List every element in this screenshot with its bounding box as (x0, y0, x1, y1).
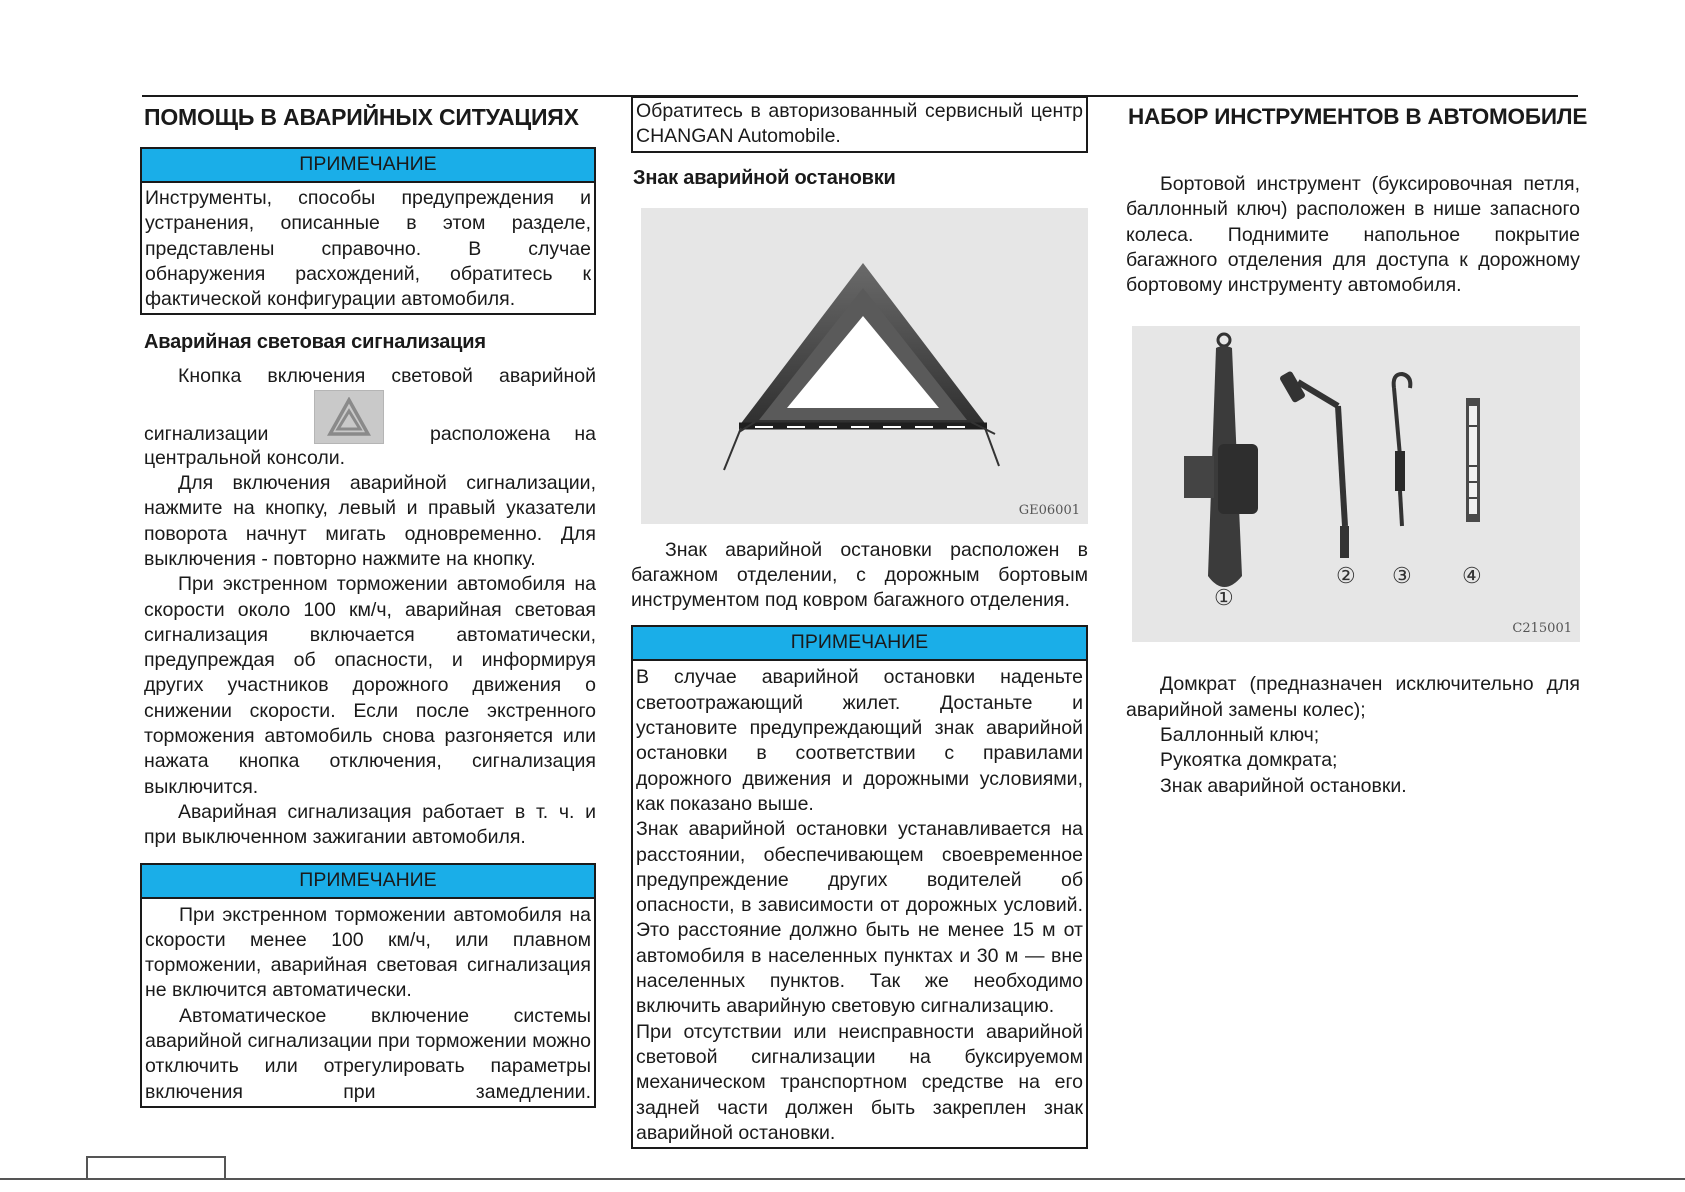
hazard-paragraph-1 (144, 364, 596, 850)
warning-triangle-figure (641, 208, 1088, 524)
note-text: В случае аварийной остановки наденьте светоотражающий жилет. Достаньте и установите предупреждающий знак аварийной остановки в соответствии с правилами дорожного движения и дорожными условиями, как показано выше. (636, 666, 1083, 815)
service-center-box (631, 96, 1088, 153)
warning-triangle-title: Знак аварийной остановки (633, 166, 896, 189)
paragraph: Знак аварийной остановки расположен в багажном отделении, с дорожным бортовым инструментом под ковром багажного отделения. (631, 538, 1088, 612)
note-text: Инструменты, способы предупреждения и устранения, описанные в этом разделе, представлены справочно. В случае обнаружения расхождений, обратитесь к фактической конфигурации автомобиля. (145, 187, 591, 311)
note-header: ПРИМЕЧАНИЕ (633, 627, 1086, 661)
toolkit-list (1126, 672, 1580, 798)
figure-code: C215001 (1512, 621, 1572, 637)
service-center-text: Обратитесь в авторизованный сервисный центр CHANGAN Automobile. (636, 100, 1083, 148)
note-text: При экстренном торможении автомобиля на скорости менее 100 км/ч, или плавном торможении, аварийная световая сигнализация не включится автоматически. (145, 903, 591, 1002)
toolkit-figure (1132, 326, 1580, 642)
hazard-button-image (314, 390, 384, 444)
section-title-toolkit: НАБОР ИНСТРУМЕНТОВ В АВТОМОБИЛЕ (1128, 104, 1588, 129)
text-fragment (430, 423, 596, 446)
callout-3: ③ (1392, 564, 1412, 590)
list-item: Знак аварийной остановки. (1160, 774, 1407, 797)
note-box-1 (140, 147, 596, 315)
middle-column (631, 96, 1088, 1149)
hazard-warning-triangle-icon (327, 397, 371, 437)
list-item: Домкрат (предназначен исключительно для аварийной замены колес); (1126, 673, 1580, 721)
text-line: центральной консоли. (144, 446, 346, 469)
note-text: Автоматическое включение системы аварийной сигнализации при торможении можно отключить или отрегулировать параметры включения при замедлении. (145, 1004, 591, 1103)
note-header: ПРИМЕЧАНИЕ (142, 865, 594, 899)
bottom-rule (0, 1178, 1685, 1180)
note-box-3 (631, 625, 1088, 1149)
section-title-emergency: ПОМОЩЬ В АВАРИЙНЫХ СИТУАЦИЯХ (144, 104, 579, 130)
note-body (142, 183, 594, 313)
callout-4: ④ (1462, 564, 1482, 590)
text-fragment: сигнализации (144, 422, 269, 445)
callout-1: ① (1214, 586, 1234, 612)
paragraph: Для включения аварийной сигнализации, нажмите на кнопку, левый и правый указатели поворота начнут мигать одновременно. Для выключения - повторно нажмите на кнопку. (144, 472, 596, 570)
toolkit-illustration (1132, 326, 1580, 642)
note-body (142, 899, 594, 1106)
warning-triangle-illustration (641, 208, 1088, 524)
list-item: Рукоятка домкрата; (1160, 749, 1338, 772)
hazard-lights-title: Аварийная световая сигнализация (144, 331, 486, 354)
paragraph: Бортовой инструмент (буксировочная петля, баллонный ключ) расположен в нише запасного колеса. Поднимите напольное покрытие багажного отделения для доступа к дорожному бортовому инструменту автомобиля. (1126, 173, 1580, 297)
note-text: При отсутствии или неисправности аварийной световой сигнализации на буксируемом механическом транспортном средстве на его задней части должен быть закреплен знак аварийной остановки. (636, 1020, 1083, 1144)
right-column (1126, 96, 1588, 799)
note-text: Знак аварийной остановки устанавливается на расстоянии, обеспечивающем своевременное предупреждение других водителей об опасности, в зависимости от дорожных условий. Это расстояние должно быть не менее 15 м от автомобиля в населенных пунктах и 30 м — вне населенных пунктов. Так же необходимо включить аварийную световую сигнализацию. (636, 818, 1083, 1018)
text-fragment-inner: расположена на (429, 422, 596, 445)
callout-2: ② (1336, 564, 1356, 590)
note-box-2 (140, 863, 596, 1108)
page-number-tab (86, 1156, 226, 1180)
paragraph: Аварийная сигнализация работает в т. ч. и при выключенном зажигании автомобиля. (144, 800, 596, 849)
button-line (144, 390, 596, 446)
note-body (633, 661, 1086, 1147)
paragraph: При экстренном торможении автомобиля на скорости около 100 км/ч, аварийная световая сигнализация включается автоматически, предупреждая об опасности, и информируя других участников дорожного движения о снижении скорости. Если после экстренного торможения автомобиль снова разгоняется или нажата кнопка отключения, сигнализация выключится. (144, 573, 596, 798)
list-item: Баллонный ключ; (1160, 724, 1320, 747)
figure-code: GE06001 (1018, 502, 1080, 518)
left-column (140, 96, 596, 1108)
note-header: ПРИМЕЧАНИЕ (142, 149, 594, 183)
text-line: Кнопка включения световой аварийной (178, 365, 596, 388)
